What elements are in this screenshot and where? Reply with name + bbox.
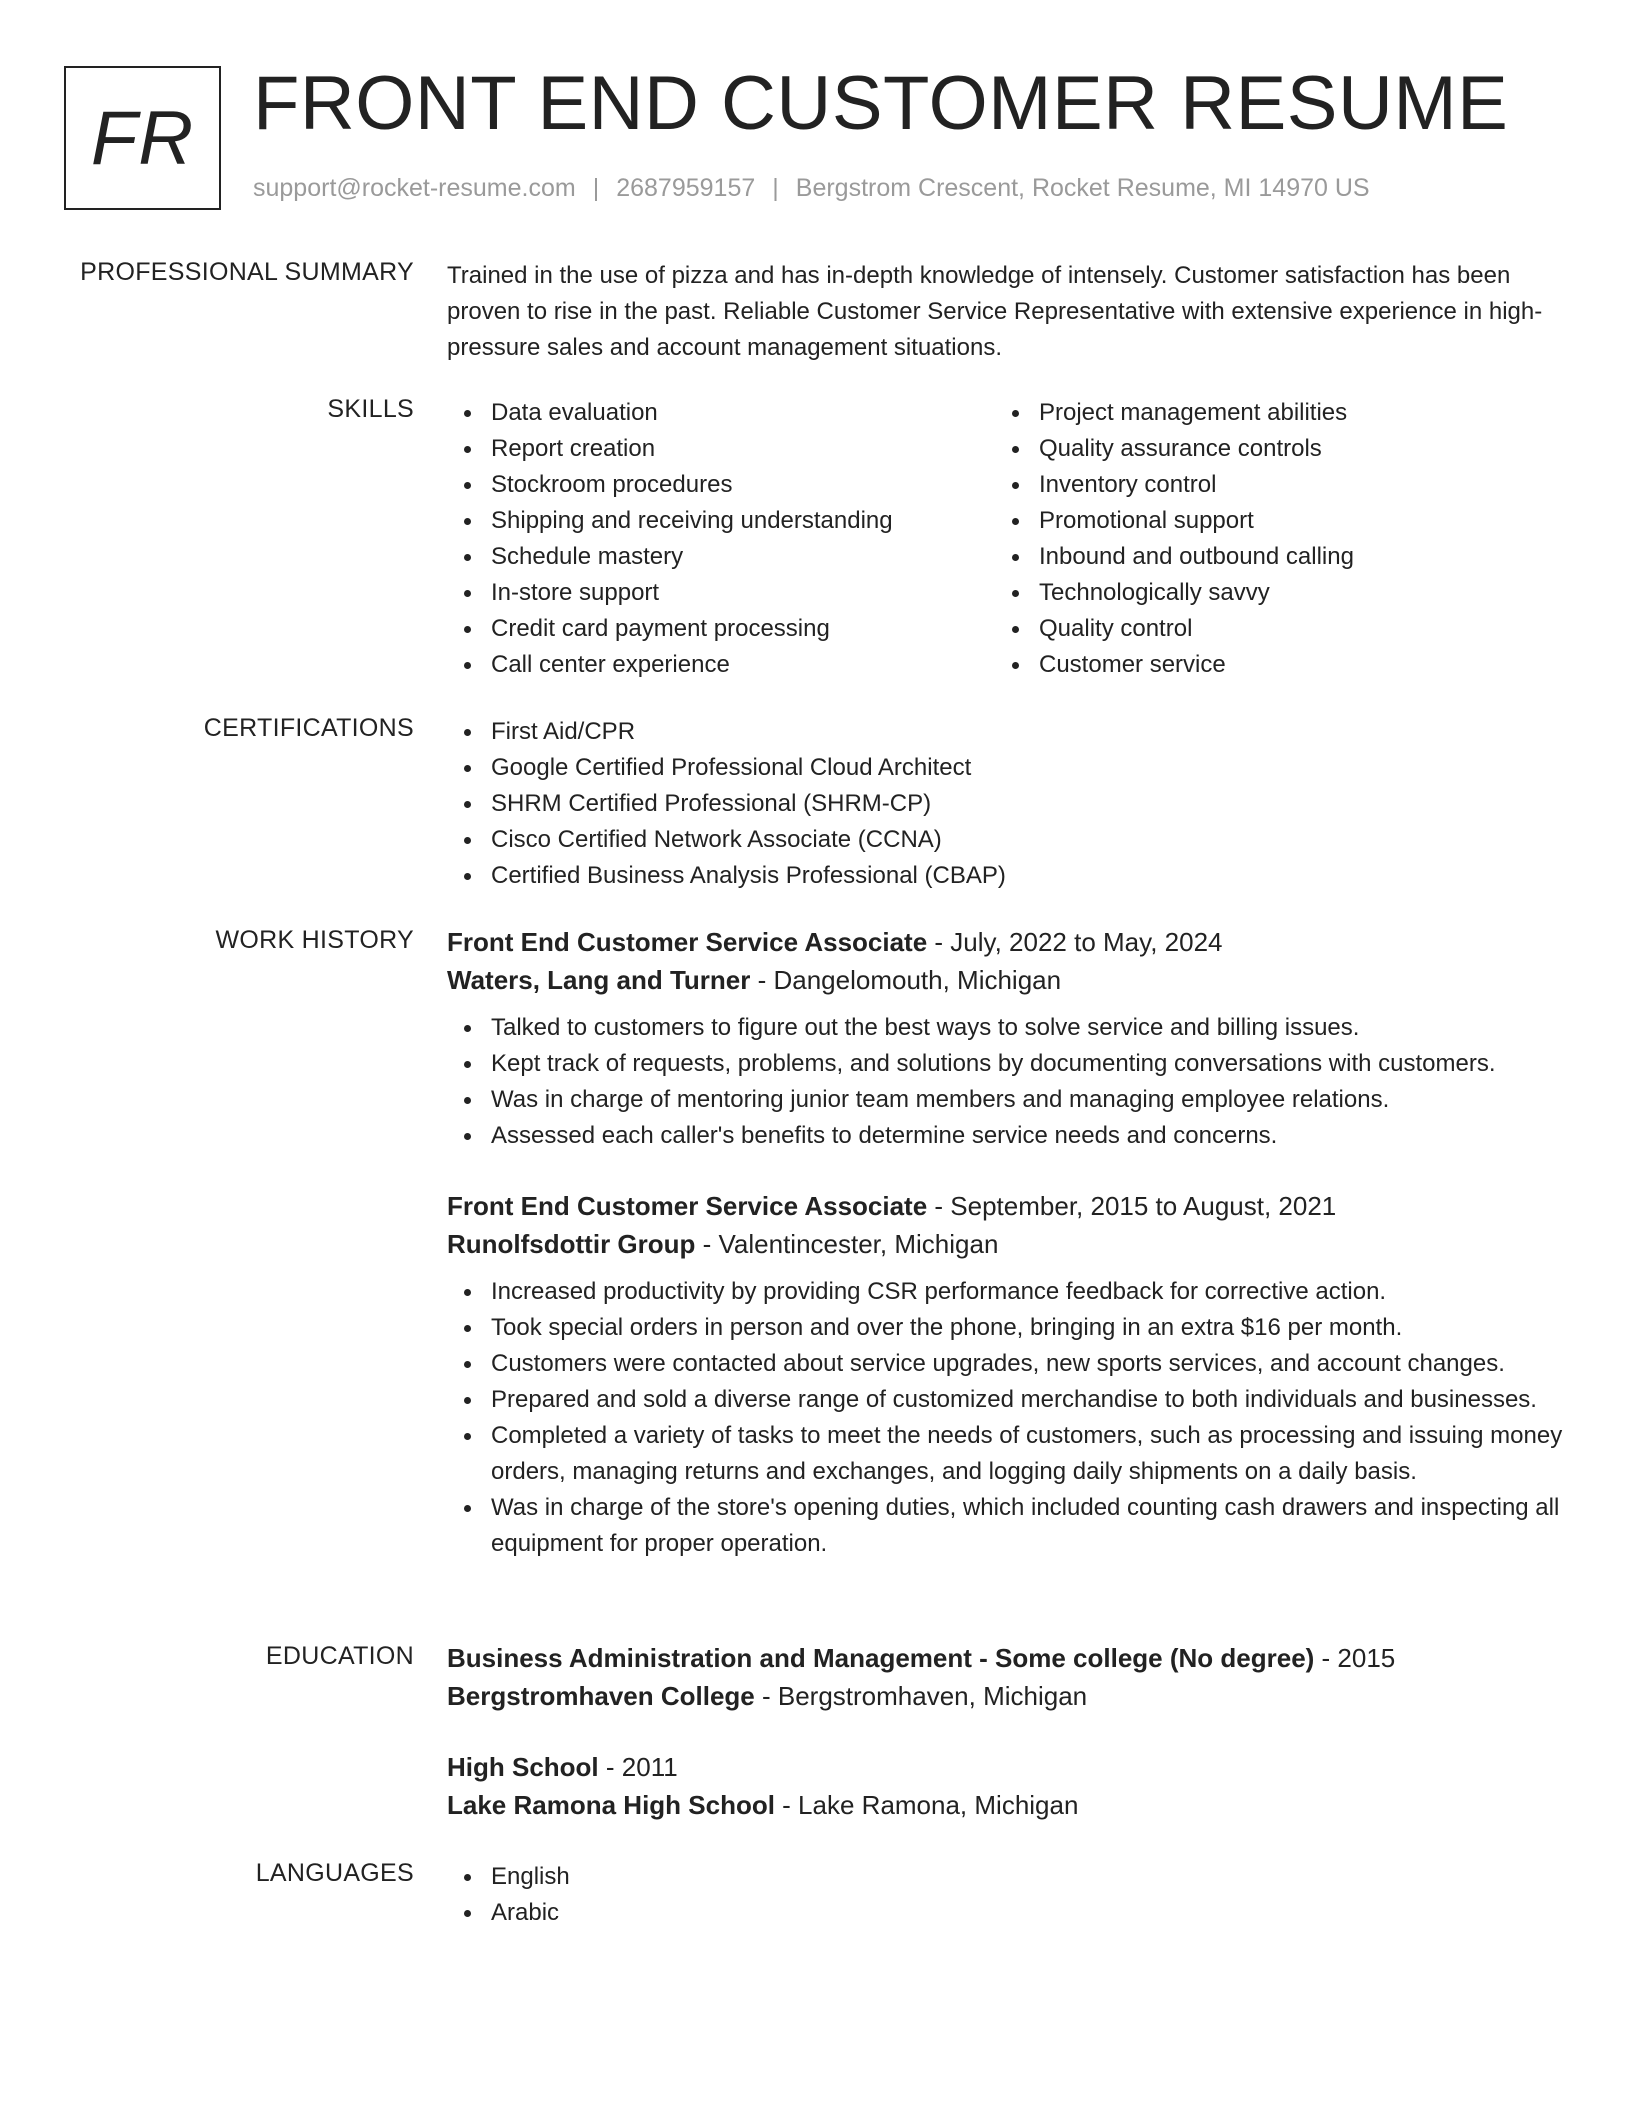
skill-item: Credit card payment processing: [447, 611, 995, 647]
certification-item: First Aid/CPR: [447, 714, 1577, 750]
skill-item: Data evaluation: [447, 395, 995, 431]
education-body: [447, 1639, 1577, 1824]
certifications-list: [447, 714, 1577, 894]
skill-item: Technologically savvy: [995, 575, 1543, 611]
languages-body: [447, 1859, 1577, 1931]
certification-item: Google Certified Professional Cloud Architect: [447, 750, 1577, 786]
monogram-initials: FR: [90, 95, 195, 181]
job-company: Runolfsdottir Group: [447, 1229, 696, 1259]
job-duty: Was in charge of mentoring junior team members and managing employee relations.: [447, 1082, 1577, 1118]
skill-item: Report creation: [447, 431, 995, 467]
skill-item: Schedule mastery: [447, 539, 995, 575]
contact-email: support@rocket-resume.com: [253, 174, 576, 202]
contact-address: Bergstrom Crescent, Rocket Resume, MI 14970 US: [795, 174, 1370, 202]
job-entry: [447, 1187, 1577, 1562]
contact-phone: 2687959157: [616, 174, 756, 202]
job-duty: Was in charge of the store's opening duties, which included counting cash drawers and inspecting all equipment for proper operation.: [447, 1490, 1577, 1562]
work-history-body: [447, 923, 1577, 1562]
resume-header: [64, 61, 1564, 216]
school-line: [447, 1677, 1577, 1715]
job-dates: - September, 2015 to August, 2021: [927, 1191, 1337, 1221]
certification-item: SHRM Certified Professional (SHRM-CP): [447, 786, 1577, 822]
skill-item: Quality assurance controls: [995, 431, 1543, 467]
school-name: Lake Ramona High School: [447, 1790, 775, 1820]
skills-list-right: [995, 395, 1543, 683]
job-duties: [447, 1274, 1577, 1562]
skill-item: Inbound and outbound calling: [995, 539, 1543, 575]
skills-list-left: [447, 395, 995, 683]
section-label: PROFESSIONAL SUMMARY: [80, 258, 414, 286]
job-duty: Talked to customers to figure out the best ways to solve service and billing issues.: [447, 1010, 1577, 1046]
section-label: LANGUAGES: [255, 1859, 414, 1887]
languages-list: [447, 1859, 1577, 1931]
skill-item: Customer service: [995, 647, 1543, 683]
certification-item: Certified Business Analysis Professional (CBAP): [447, 858, 1577, 894]
degree-name: High School: [447, 1752, 599, 1782]
monogram-box: [64, 66, 221, 210]
job-title-line: [447, 923, 1577, 961]
job-location: - Dangelomouth, Michigan: [750, 965, 1062, 995]
job-title: Front End Customer Service Associate: [447, 927, 928, 957]
degree-line: [447, 1639, 1577, 1677]
job-company-line: [447, 961, 1577, 999]
section-label: SKILLS: [327, 395, 414, 423]
school-name: Bergstromhaven College: [447, 1681, 755, 1711]
language-item: English: [447, 1859, 1577, 1895]
job-duty: Kept track of requests, problems, and solutions by documenting conversations with customers.: [447, 1046, 1577, 1082]
skill-item: Quality control: [995, 611, 1543, 647]
language-item: Arabic: [447, 1895, 1577, 1931]
job-dates: - July, 2022 to May, 2024: [927, 927, 1223, 957]
section-label: WORK HISTORY: [215, 926, 414, 954]
skill-item: Shipping and receiving understanding: [447, 503, 995, 539]
certification-item: Cisco Certified Network Associate (CCNA): [447, 822, 1577, 858]
job-duty: Customers were contacted about service upgrades, new sports services, and account changes.: [447, 1346, 1577, 1382]
resume-title: FRONT END CUSTOMER RESUME: [253, 61, 1509, 146]
job-title: Front End Customer Service Associate: [447, 1191, 928, 1221]
certifications-body: [447, 714, 1577, 894]
job-duty: Assessed each caller's benefits to determine service needs and concerns.: [447, 1118, 1577, 1154]
summary-text: Trained in the use of pizza and has in-depth knowledge of intensely. Customer satisfaction has been proven to rise in the past. Reliable Customer Service Representative with extensive experience in high-pressure sales and account management situations.: [447, 262, 1543, 361]
contact-separator: |: [772, 174, 779, 202]
education-entry: [447, 1748, 1577, 1824]
degree-line: [447, 1748, 1577, 1786]
contact-separator: |: [592, 174, 600, 202]
job-duties: [447, 1010, 1577, 1154]
school-location: - Lake Ramona, Michigan: [774, 1790, 1079, 1820]
job-duty: Prepared and sold a diverse range of customized merchandise to both individuals and businesses.: [447, 1382, 1577, 1418]
skill-item: Inventory control: [995, 467, 1543, 503]
skills-columns: [447, 395, 1577, 683]
school-line: [447, 1786, 1577, 1824]
job-duty: Took special orders in person and over the phone, bringing in an extra $16 per month.: [447, 1310, 1577, 1346]
skill-item: Call center experience: [447, 647, 995, 683]
job-company: Waters, Lang and Turner: [447, 965, 751, 995]
contact-line: [253, 174, 1370, 203]
education-entry: [447, 1639, 1577, 1715]
degree-name: Business Administration and Management - Some college (No degree): [447, 1643, 1315, 1673]
degree-year: - 2015: [1314, 1643, 1396, 1673]
skill-item: In-store support: [447, 575, 995, 611]
job-company-line: [447, 1225, 1577, 1263]
section-label: CERTIFICATIONS: [203, 714, 414, 742]
section-label: EDUCATION: [265, 1642, 414, 1670]
job-duty: Completed a variety of tasks to meet the needs of customers, such as processing and issuing money orders, managing returns and exchanges, and logging daily shipments on a daily basis.: [447, 1418, 1577, 1490]
degree-year: - 2011: [598, 1752, 678, 1782]
job-location: - Valentincester, Michigan: [695, 1229, 999, 1259]
school-location: - Bergstromhaven, Michigan: [754, 1681, 1088, 1711]
job-title-line: [447, 1187, 1577, 1225]
skill-item: Stockroom procedures: [447, 467, 995, 503]
job-duty: Increased productivity by providing CSR performance feedback for corrective action.: [447, 1274, 1577, 1310]
skill-item: Project management abilities: [995, 395, 1543, 431]
job-entry: [447, 923, 1577, 1154]
skill-item: Promotional support: [995, 503, 1543, 539]
